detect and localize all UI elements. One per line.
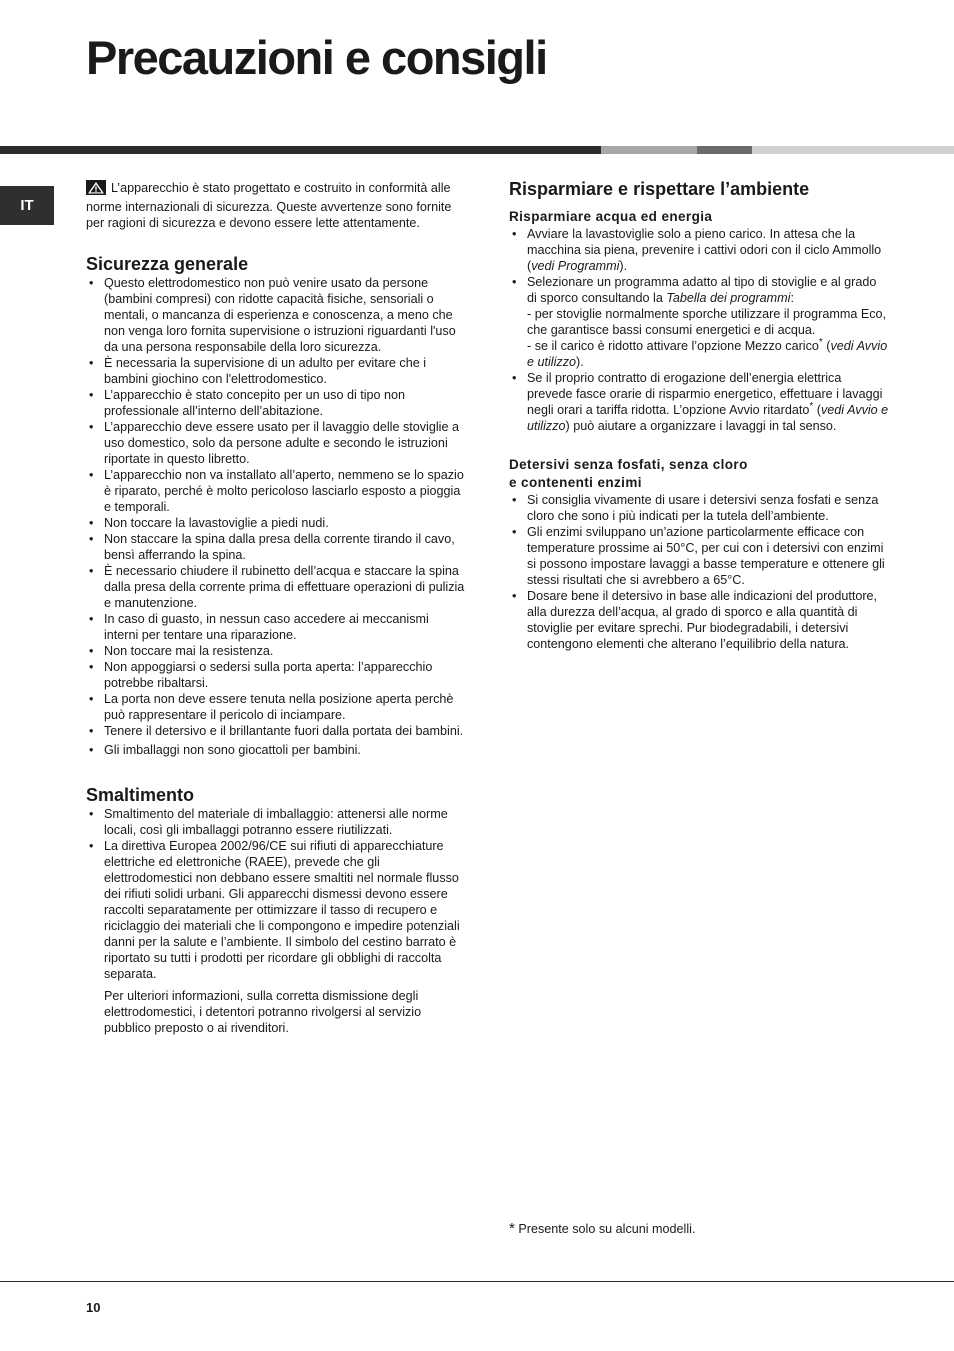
item-text: ) può aiutare a organizzare i lavaggi in tal senso. xyxy=(565,419,837,433)
list-item: • Non toccare la lavastoviglie a piedi nudi. xyxy=(86,515,466,531)
list-item: • L’apparecchio deve essere usato per il lavaggio delle stoviglie a uso domestico, solo da persone adulte e secondo le istruzioni riportate in questo libretto. xyxy=(86,419,466,467)
list-item: • L’apparecchio non va installato all’aperto, nemmeno se lo spazio è riparato, perché è molto pericoloso lasciarlo esposto a pioggia e temporali. xyxy=(86,467,466,515)
water-subheading: Risparmiare acqua ed energia xyxy=(509,209,713,224)
item-text: Selezionare un programma adatto al tipo di stoviglie e al grado di sporco consultando la xyxy=(527,275,877,305)
left-column xyxy=(86,180,466,1036)
page-title: Precauzioni e consigli xyxy=(86,31,547,84)
list-item: • La direttiva Europea 2002/96/CE sui rifiuti di apparecchiature elettriche ed elettroniche (RAEE), prevede che gli elettrodomestici non debbano essere smaltiti nel normale flusso dei rifiuti solidi urbani. Gli apparecchi dismessi devono essere raccolti separatamente per ottimizzare il tasso di recupero e riciclaggio dei materiali che li compongono e impedire potenziali danni per la salute e l’ambiente. Il simbolo del cestino barrato è riportato su tutti i prodotti per ricordare gli obblighi di raccolta separata. xyxy=(86,838,466,982)
item-subline xyxy=(527,338,889,370)
page-number: 10 xyxy=(86,1300,101,1315)
list-item: • Non toccare mai la resistenza. xyxy=(86,643,466,659)
footnote-marker: * xyxy=(818,336,823,348)
safety-list xyxy=(86,275,466,758)
item-text: Se il proprio contratto di erogazione dell’energia elettrica prevede fasce orarie di risparmio energetico, effettuare i lavaggi negli orari a tariffa ridotta. L’opzione Avvio ritardato xyxy=(527,371,883,417)
list-item: • In caso di guasto, in nessun caso accedere ai meccanismi interni per tentare una riparazione. xyxy=(86,611,466,643)
list-item xyxy=(509,226,889,274)
cross-reference: vedi Avvio e utilizzo xyxy=(527,403,889,433)
environment-heading: Risparmiare e rispettare l’ambiente xyxy=(509,179,810,199)
intro-text: L’apparecchio è stato progettato e costruito in conformità alle norme internazionali di sicurezza. Queste avvertenze sono fornite per ragioni di sicurezza e devono essere lette attentamente. xyxy=(86,181,452,230)
detergents-subheading xyxy=(509,456,889,492)
footnote xyxy=(509,1220,695,1237)
list-item: • Gli enzimi sviluppano un’azione particolarmente efficace con temperature prossime ai 50°C, per cui con i detersivi con enzimi si possono impostare lavaggi a basse temperature e ottenere gli stessi risultati che si avrebbero a 65°C. xyxy=(509,524,889,588)
footnote-text: Presente solo su alcuni modelli. xyxy=(518,1222,696,1236)
item-text: : xyxy=(790,291,794,305)
list-item: • Dosare bene il detersivo in base alle indicazioni del produttore, alla durezza dell’acqua, al grado di sporco e alla quantità di stoviglie per evitare sprechi. Pur biodegradabili, i detersivi contengono elementi che alterano l’equilibrio della natura. xyxy=(509,588,889,652)
header-rule-dark xyxy=(0,146,601,154)
header-rule-mid xyxy=(697,146,752,154)
list-item: • Gli imballaggi non sono giocattoli per bambini. xyxy=(86,742,466,758)
intro-paragraph xyxy=(86,180,466,231)
list-item: • Non appoggiarsi o sedersi sulla porta aperta: l’apparecchio potrebbe ribaltarsi. xyxy=(86,659,466,691)
list-item: • È necessario chiudere il rubinetto dell’acqua e staccare la spina dalla presa della corrente prima di effettuare operazioni di pulizia e manutenzione. xyxy=(86,563,466,611)
cross-reference: Tabella dei programmi xyxy=(666,291,791,305)
disposal-list xyxy=(86,806,466,982)
item-text: Avviare la lavastoviglie solo a pieno carico. In attesa che la macchina sia piena, prevenire i cattivi odori con il ciclo Ammollo ( xyxy=(527,227,882,273)
water-list xyxy=(509,226,889,434)
footnote-marker: * xyxy=(509,1220,515,1237)
subheading-line: e contenenti enzimi xyxy=(509,475,642,490)
item-text: ). xyxy=(619,259,628,273)
list-item: • Smaltimento del materiale di imballaggio: attenersi alle norme locali, così gli imballaggi potranno essere riutilizzati. xyxy=(86,806,466,838)
list-item: • È necessaria la supervisione di un adulto per evitare che i bambini giochino con l'elettrodomestico. xyxy=(86,355,466,387)
list-item: • Tenere il detersivo e il brillantante fuori dalla portata dei bambini. xyxy=(86,723,466,739)
cross-reference: vedi Programmi xyxy=(531,259,620,273)
header-rule-light xyxy=(601,146,697,154)
disposal-heading: Smaltimento xyxy=(86,785,195,805)
footnote-marker: * xyxy=(809,400,814,412)
list-item: • La porta non deve essere tenuta nella posizione aperta perchè può rappresentare il pericolo di inciampare. xyxy=(86,691,466,723)
language-tab: IT xyxy=(0,186,54,225)
list-item xyxy=(509,370,889,434)
header-rule-pale xyxy=(752,146,954,154)
list-item: • Non staccare la spina dalla presa della corrente tirando il cavo, bensì afferrando la spina. xyxy=(86,531,466,563)
item-subline: - per stoviglie normalmente sporche utilizzare il programma Eco, che garantisce bassi consumi energetici e di acqua. xyxy=(527,307,887,337)
list-item: • Si consiglia vivamente di usare i detersivi senza fosfati e senza cloro che sono i più indicati per la tutela dell’ambiente. xyxy=(509,492,889,524)
item-text: ). xyxy=(576,355,584,369)
detergents-list xyxy=(509,492,889,652)
safety-heading: Sicurezza generale xyxy=(86,254,249,274)
right-column xyxy=(509,180,889,652)
list-item: • Questo elettrodomestico non può venire usato da persone (bambini compresi) con ridotte capacità fisiche, sensoriali o mentali, o mancanza di esperienza e conoscenza, a meno che non venga loro fornita supervisione o istruzioni riguardanti l'uso da una persona responsabile della loro sicurezza. xyxy=(86,275,466,355)
footer-rule xyxy=(0,1281,954,1282)
item-text: ( xyxy=(822,339,831,353)
list-item: • L’apparecchio è stato concepito per un uso di tipo non professionale all’interno dell’abitazione. xyxy=(86,387,466,419)
warning-icon xyxy=(86,180,106,199)
item-text: ( xyxy=(813,403,821,417)
disposal-note: Per ulteriori informazioni, sulla corretta dismissione degli elettrodomestici, i detentori potranno rivolgersi al servizio pubblico preposto o ai rivenditori. xyxy=(104,989,422,1035)
item-text: - se il carico è ridotto attivare l’opzione Mezzo carico xyxy=(527,339,819,353)
subheading-line: Detersivi senza fosfati, senza cloro xyxy=(509,457,748,472)
list-item xyxy=(509,274,889,370)
cross-reference: vedi Avvio e utilizzo xyxy=(527,339,888,369)
